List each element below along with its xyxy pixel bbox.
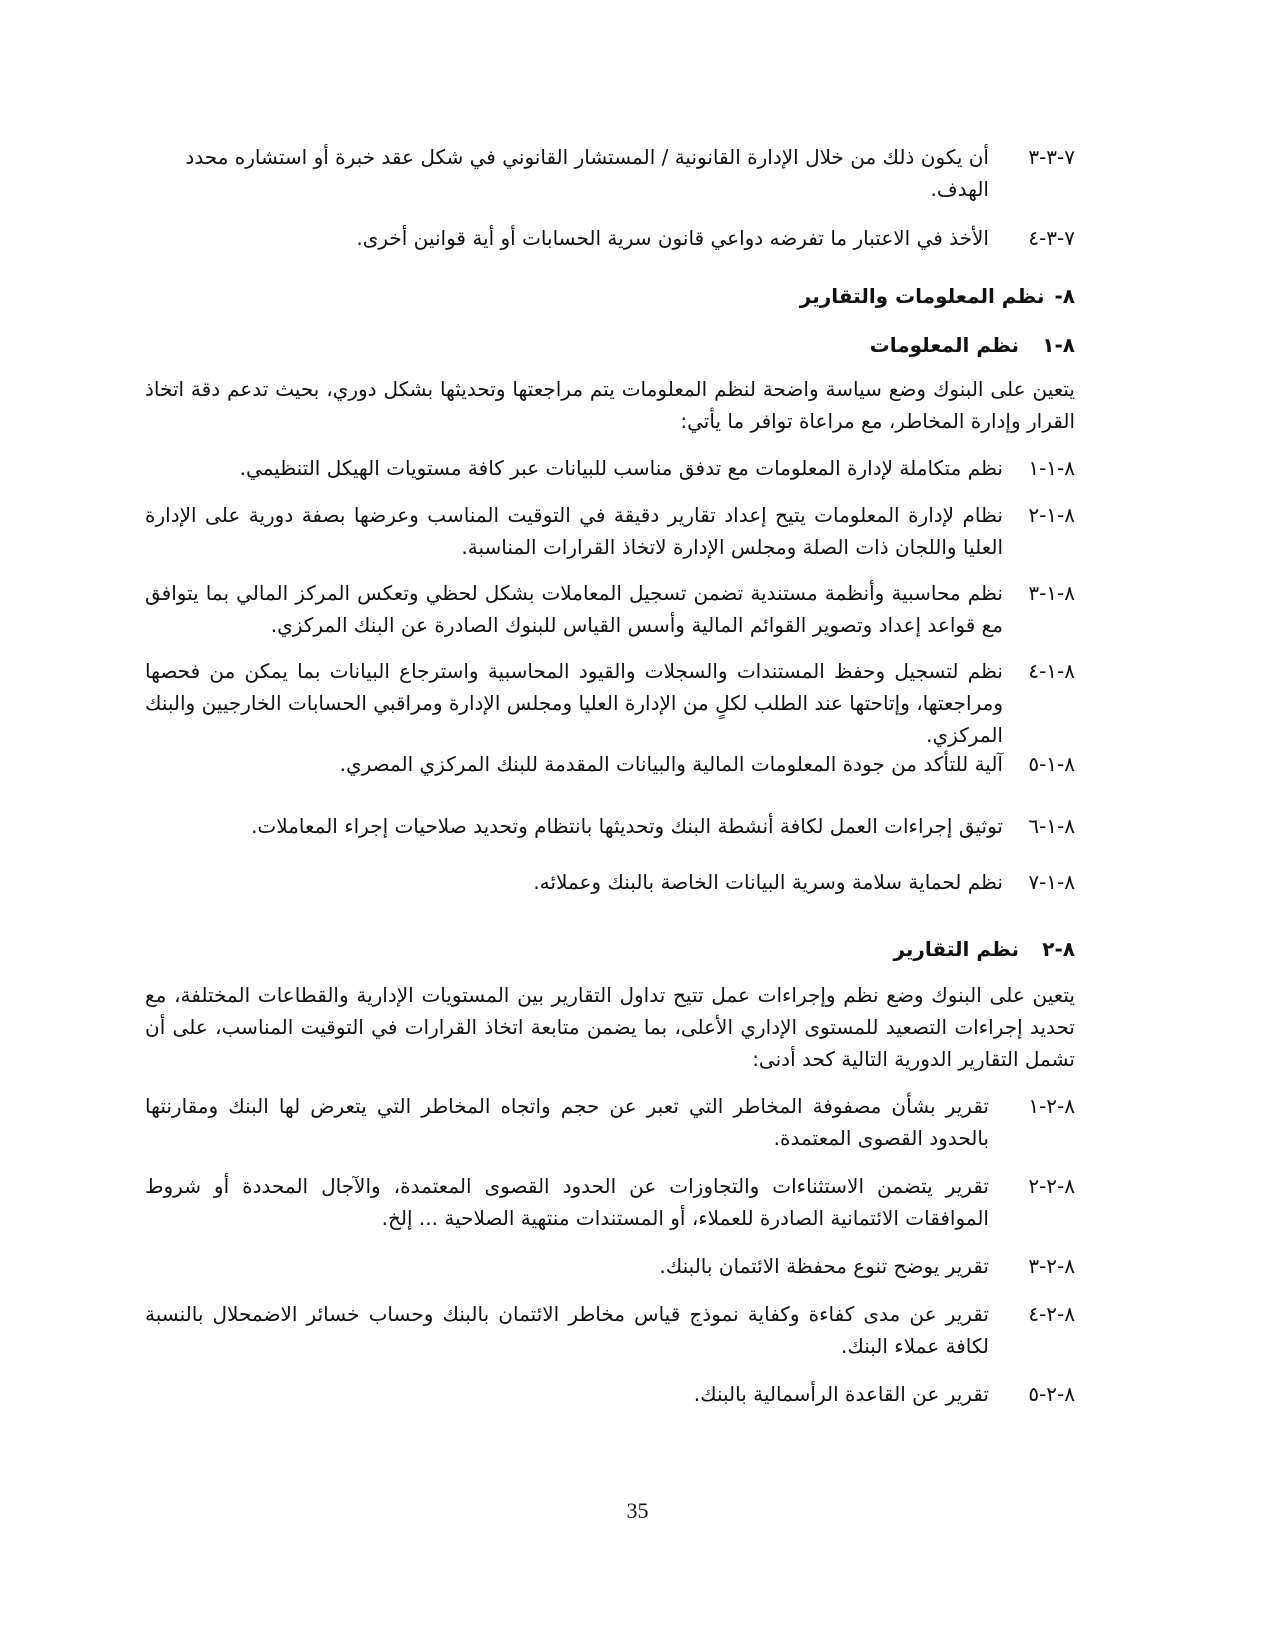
paragraph: يتعين على البنوك وضع سياسة واضحة لنظم المعلومات يتم مراجعتها وتحديثها بشكل دوري، بحيث تدعم دقة اتخاذ القرار وإدارة المخاطر، مع مراعاة توافر ما يأتي: bbox=[145, 377, 1075, 433]
item-number: ٨-١-٥ bbox=[1028, 752, 1075, 776]
paragraph: يتعين على البنوك وضع نظم وإجراءات عمل تتيح تداول التقارير بين المستويات الإدارية والقطاعات المختلفة، مع تحديد إجراءات التصعيد للمستوى الإداري الأعلى، بما يضمن متابعة اتخاذ القرارات في التوقيت المناسب، على أن تشمل التقارير الدورية التالية كحد أدنى: bbox=[145, 983, 1075, 1071]
item-text: نظم متكاملة لإدارة المعلومات مع تدفق مناسب للبيانات عبر كافة مستويات الهيكل التنظيمي. bbox=[239, 456, 1003, 480]
subsection-title: نظم التقارير bbox=[893, 937, 1019, 961]
item-text: توثيق إجراءات العمل لكافة أنشطة البنك وتحديثها بانتظام وتحديد صلاحيات إجراء المعاملات. bbox=[251, 814, 1003, 838]
section-title: نظم المعلومات والتقارير bbox=[799, 284, 1045, 308]
item-text: تقرير عن القاعدة الرأسمالية بالبنك. bbox=[693, 1382, 989, 1406]
item-number: ٨-١-٤ bbox=[1028, 659, 1075, 683]
subsection-title: نظم المعلومات bbox=[869, 333, 1019, 357]
list-item bbox=[145, 1378, 1075, 1410]
item-text: الأخذ في الاعتبار ما تفرضه دواعي قانون سرية الحسابات أو أية قوانين أخرى. bbox=[356, 226, 989, 250]
item-text: تقرير يوضح تنوع محفظة الائتمان بالبنك. bbox=[659, 1254, 989, 1278]
section-heading bbox=[800, 280, 1075, 312]
item-text: نظم لحماية سلامة وسرية البيانات الخاصة بالبنك وعملائه. bbox=[533, 870, 1003, 894]
list-item bbox=[145, 577, 1075, 641]
item-text: آلية للتأكد من جودة المعلومات المالية والبيانات المقدمة للبنك المركزي المصري. bbox=[339, 752, 1003, 776]
list-item bbox=[175, 222, 1075, 254]
list-item bbox=[145, 452, 1075, 484]
subsection-number: ٨-٢ bbox=[1042, 937, 1075, 961]
item-number: ٨-٢-٥ bbox=[1028, 1382, 1075, 1406]
subsection-number: ٨-١ bbox=[1042, 333, 1075, 357]
item-number: ٨-١-١ bbox=[1028, 456, 1075, 480]
item-number: ٨-٢-٢ bbox=[1028, 1174, 1075, 1198]
item-number: ٨-٢-٤ bbox=[1028, 1302, 1075, 1326]
list-item bbox=[145, 1090, 1075, 1154]
item-number: ٧-٣-٣ bbox=[1028, 145, 1075, 169]
section-number: ٨- bbox=[1054, 284, 1075, 308]
list-item bbox=[145, 655, 1075, 751]
page-number: 35 bbox=[626, 1498, 649, 1523]
item-text: أن يكون ذلك من خلال الإدارة القانونية / المستشار القانوني في شكل عقد خبرة أو استشاره محدد الهدف. bbox=[185, 145, 989, 201]
item-number: ٨-١-٢ bbox=[1028, 503, 1075, 527]
item-number: ٨-٢-٣ bbox=[1028, 1254, 1075, 1278]
list-item bbox=[145, 866, 1075, 898]
item-text: تقرير بشأن مصفوفة المخاطر التي تعبر عن حجم واتجاه المخاطر التي يتعرض لها البنك ومقارنتها بالحدود القصوى المعتمدة. bbox=[145, 1094, 989, 1150]
list-item bbox=[145, 1170, 1075, 1234]
list-item bbox=[145, 499, 1075, 563]
item-number: ٧-٣-٤ bbox=[1028, 226, 1075, 250]
item-text: تقرير يتضمن الاستثناءات والتجاوزات عن الحدود القصوى المعتمدة، والآجال المحددة أو شروط الموافقات الائتمانية الصادرة للعملاء، أو المستندات منتهية الصلاحية ... إلخ. bbox=[145, 1174, 989, 1230]
item-number: ٨-١-٧ bbox=[1028, 870, 1075, 894]
list-item bbox=[145, 1250, 1075, 1282]
list-item bbox=[145, 1298, 1075, 1362]
list-item bbox=[145, 810, 1075, 842]
item-text: نظم محاسبية وأنظمة مستندية تضمن تسجيل المعاملات بشكل لحظي وتعكس المركز المالي بما يتوافق مع قواعد إعداد وتصوير القوائم المالية وأسس القياس للبنوك الصادرة عن البنك المركزي. bbox=[145, 581, 1003, 637]
item-number: ٨-٢-١ bbox=[1028, 1094, 1075, 1118]
subsection-heading bbox=[893, 933, 1075, 965]
item-text: نظام لإدارة المعلومات يتيح إعداد تقارير دقيقة في التوقيت المناسب وعرضها بصفة دورية على الإدارة العليا واللجان ذات الصلة ومجلس الإدارة لاتخاذ القرارات المناسبة. bbox=[145, 503, 1003, 559]
list-item bbox=[145, 748, 1075, 780]
item-text: تقرير عن مدى كفاءة وكفاية نموذج قياس مخاطر الائتمان بالبنك وحساب خسائر الاضمحلال بالنسبة لكافة عملاء البنك. bbox=[145, 1302, 989, 1358]
item-text: نظم لتسجيل وحفظ المستندات والسجلات والقيود المحاسبية واسترجاع البيانات بما يمكن من فحصها ومراجعتها، وإتاحتها عند الطلب لكلٍ من الإدارة العليا ومجلس الإدارة ومراقبي الحسابات الخارجيين والبنك المركزي. bbox=[144, 659, 1003, 747]
list-item bbox=[175, 141, 1075, 205]
subsection-heading bbox=[870, 329, 1075, 361]
item-number: ٨-١-٦ bbox=[1028, 814, 1075, 838]
item-number: ٨-١-٣ bbox=[1028, 581, 1075, 605]
